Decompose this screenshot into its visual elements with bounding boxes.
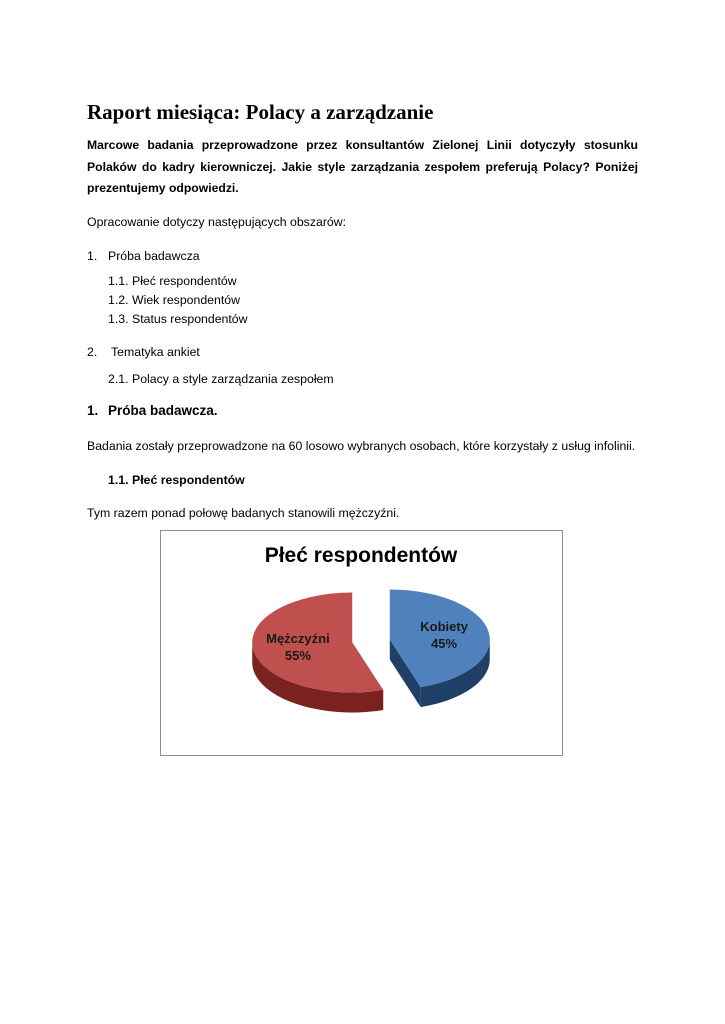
- outline-item: [87, 248, 200, 264]
- outline-label: Tematyka ankiet: [111, 345, 200, 359]
- outline-item: [108, 311, 248, 327]
- outline-label: Wiek respondentów: [132, 293, 240, 307]
- section-paragraph: Badania zostały przeprowadzone na 60 losowo wybranych osobach, które korzystały z usług infolinii.: [87, 439, 636, 453]
- subsection-number: 1.1.: [108, 473, 129, 487]
- pie-label-kobiety: Kobiety: [420, 619, 468, 635]
- outline-label: Próba badawcza: [108, 249, 200, 263]
- section-heading: [87, 403, 218, 419]
- chart-title: Płeć respondentów: [264, 544, 458, 567]
- subsection-heading: [108, 472, 245, 488]
- outline-label: Status respondentów: [132, 312, 248, 326]
- pie-value-m-czy-ni: 55%: [284, 647, 311, 663]
- subsection-paragraph: Tym razem ponad połowę badanych stanowili mężczyźni.: [87, 506, 400, 520]
- outline-number: 2.1.: [108, 372, 129, 386]
- outline-item: [108, 292, 240, 308]
- outline-number: 1.1.: [108, 274, 129, 288]
- pie-value-kobiety: 45%: [431, 636, 458, 652]
- pie-chart-svg: [161, 531, 562, 755]
- outline-item: [108, 273, 237, 289]
- outline-item: [87, 344, 200, 360]
- intro-paragraph: Marcowe badania przeprowadzone przez konsultantów Zielonej Linii dotyczyły stosunku Polaków do kadry kierowniczej. Jakie style zarządzania zespołem preferują Polacy? Poniżej prezentujemy odpowiedzi.: [87, 138, 638, 195]
- section-number: 1.: [87, 403, 99, 418]
- outline-number: 1.3.: [108, 312, 129, 326]
- pie-label-m-czy-ni: Mężczyźni: [266, 630, 330, 646]
- section-heading-text: Próba badawcza.: [108, 403, 218, 418]
- outline-label: Płeć respondentów: [132, 274, 237, 288]
- pie-chart: [160, 530, 563, 756]
- outline-number: 1.: [87, 249, 98, 263]
- subsection-heading-text: Płeć respondentów: [132, 473, 245, 487]
- outline-number: 1.2.: [108, 293, 129, 307]
- outline-number: 2.: [87, 345, 98, 359]
- outline-label: Polacy a style zarządzania zespołem: [132, 372, 334, 386]
- areas-intro-text: Opracowanie dotyczy następujących obszarów:: [87, 215, 347, 229]
- outline-item: [108, 371, 334, 387]
- document-title: Raport miesiąca: Polacy a zarządzanie: [87, 100, 434, 124]
